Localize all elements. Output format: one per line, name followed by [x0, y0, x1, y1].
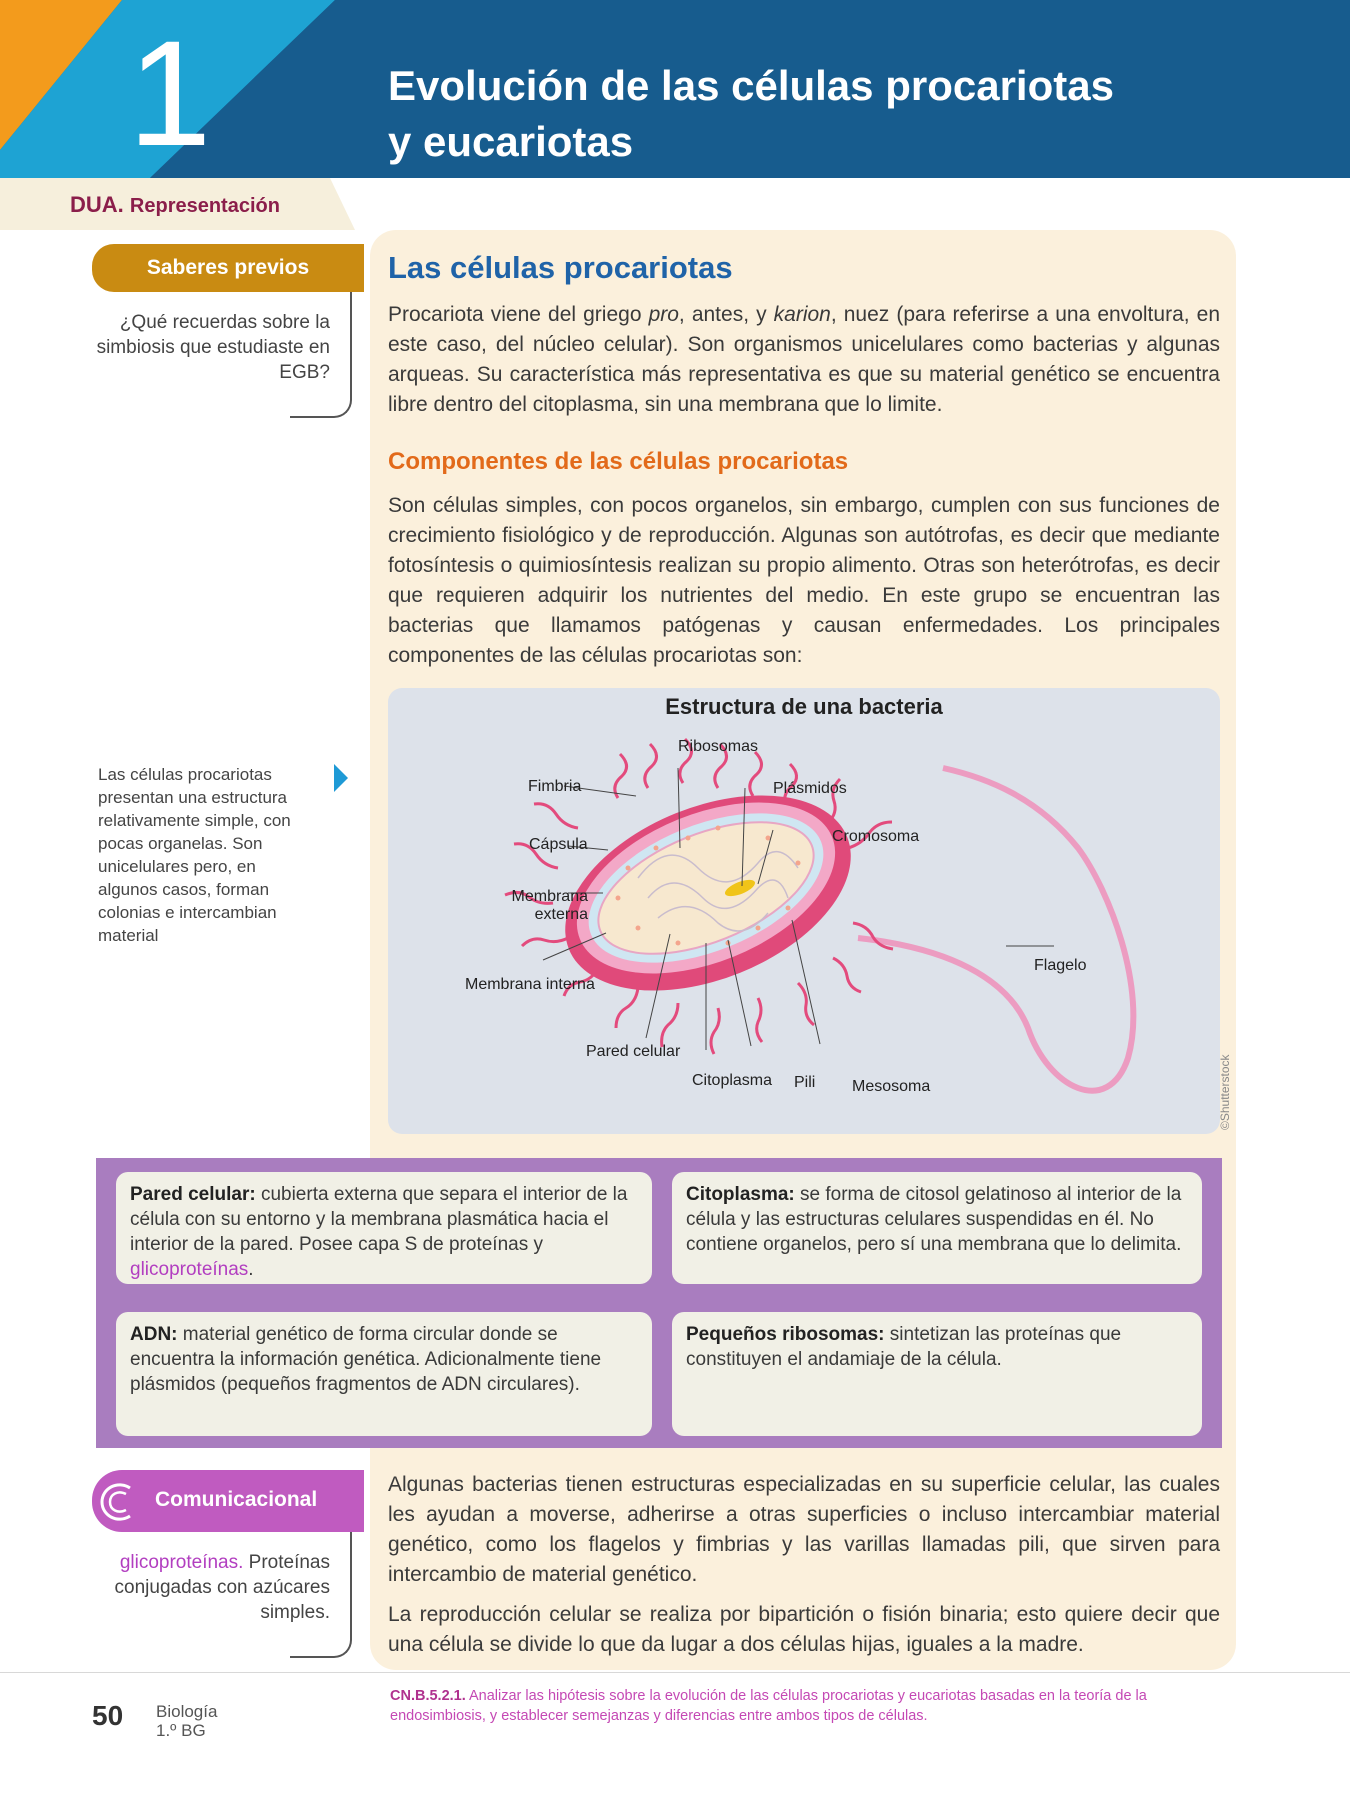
label-membrana-externa-1: Membrana [511, 888, 588, 905]
comunicacional-label: Comunicacional [155, 1488, 318, 1511]
text-pared-celular: cubierta externa que separa el interior de la célula con su entorno y la membrana plasmática hacia el interior de la pared. Posee capa S de proteínas y [130, 1184, 628, 1255]
curriculum-objective [390, 1686, 1230, 1726]
footer-divider [0, 1672, 1350, 1673]
card-ribosomas [672, 1312, 1202, 1436]
intro-paragraph [388, 300, 1220, 420]
card-pared-celular [116, 1172, 652, 1284]
components-paragraph: Son células simples, con pocos organelos, sin embargo, cumplen con sus funciones de crecimiento fisiológico y de reproducción. Algunas son autótrofas, es decir que mediante fotosíntesis o quimiosíntesis realizan su propio alimento. Otras son heterótrofas, es decir que requieren adquirir los nutrientes del medio. En este grupo se encuentran las bacterias que llamamos patógenas y causan enfermedades. Los principales componentes de las células procariotas son: [388, 494, 1220, 667]
glossary-term: glicoproteínas. [119, 1552, 244, 1573]
chapter-number: 1 [128, 9, 212, 177]
card-adn [116, 1312, 652, 1436]
subject-info [156, 1702, 217, 1740]
label-pili: Pili [794, 1074, 816, 1091]
text-ribosomas: sintetizan las proteínas que constituyen el andamiaje de la célula. [686, 1324, 1122, 1370]
label-pared-celular: Pared celular [586, 1043, 681, 1060]
glossary-link-glicoproteinas[interactable]: glicoproteínas [130, 1259, 249, 1280]
label-flagelo: Flagelo [1034, 957, 1087, 974]
saberes-previos-tab: Saberes previos [92, 244, 364, 292]
card-citoplasma [672, 1172, 1202, 1284]
reproduction-paragraph: La reproducción celular se realiza por bipartición o fisión binaria; esto quiere decir que una célula se divide lo que da lugar a dos células hijas, iguales a la madre. [388, 1603, 1220, 1656]
section-title: Las células procariotas [388, 250, 733, 285]
label-ribosomas: Ribosomas [678, 738, 759, 755]
label-citoplasma: Citoplasma [692, 1072, 773, 1089]
intro-text-3: , nuez (para referirse a una envoltura, en este caso, del núcleo celular). Son organismos unicelulares como bacterias y algunas arqueas. Su característica más representativa es que su material genético se encuentra libre dentro del citoplasma, sin una membrana que lo limite. [388, 303, 1220, 416]
components-box [96, 1158, 1222, 1448]
dua-label [70, 192, 280, 218]
label-membrana-externa [506, 888, 588, 924]
label-mesosoma: Mesosoma [852, 1078, 931, 1095]
label-membrana-interna: Membrana interna [465, 976, 595, 993]
subsection-title: Componentes de las células procariotas [388, 448, 849, 475]
side-note: Las células procariotas presentan una estructura relativamente simple, con pocas organelas. Son unicelulares pero, en algunos casos, forman colonias e intercambian material [98, 765, 291, 945]
label-membrana-externa-2: externa [534, 906, 588, 923]
saberes-question: ¿Qué recuerdas sobre la simbiosis que estudiaste en EGB? [96, 312, 330, 383]
structures-paragraph: Algunas bacterias tienen estructuras especializadas en su superficie celular, las cuales les ayudan a moverse, adherirse a otras superficies o incluso intercambiar material genético, como los flagelos y fimbrias y las varillas llamadas pili, que sirven para intercambio de material genético. [388, 1473, 1220, 1586]
grade-level: 1.º BG [156, 1721, 206, 1740]
diagram-title: Estructura de una bacteria [665, 694, 943, 719]
chapter-title [388, 58, 1288, 170]
curriculum-code: CN.B.5.2.1. [390, 1688, 466, 1704]
intro-term-pro: pro [648, 303, 679, 326]
term-ribosomas: Pequeños ribosomas: [686, 1324, 885, 1345]
dua-sublabel: Representación [129, 195, 280, 217]
glossary-text: Proteínas conjugadas con azúcares simples. [114, 1552, 330, 1623]
dua-abbrev: DUA. [70, 192, 124, 217]
label-plasmidos: Plásmidos [773, 780, 847, 797]
label-fimbria: Fimbria [528, 778, 582, 795]
glossary-definition [92, 1550, 330, 1625]
comunicacional-icon [98, 1480, 138, 1524]
flagellum-shape [858, 768, 1133, 1091]
term-adn: ADN: [130, 1324, 178, 1345]
page-number: 50 [92, 1700, 124, 1731]
curriculum-text: Analizar las hipótesis sobre la evolución de las células procariotas y eucariotas basadas en la teoría de la endosimbiosis, y establecer semejanzas y diferencias entre ambos tipos de células. [390, 1688, 1147, 1724]
arrow-right-icon [334, 764, 348, 792]
intro-text-2: , antes, y [678, 303, 774, 326]
chapter-title-line1: Evolución de las células procariotas [388, 62, 1114, 109]
label-capsula: Cápsula [529, 836, 588, 853]
text-citoplasma: se forma de citosol gelatinoso al interior de la célula y las estructuras celulares suspendidas en él. No contiene organelos, pero sí una membrana que lo delimita. [686, 1184, 1182, 1255]
subject-name: Biología [156, 1702, 218, 1721]
image-credit: ©Shutterstock [1218, 1054, 1232, 1130]
intro-text-1: Procariota viene del griego [388, 303, 649, 326]
term-citoplasma: Citoplasma: [686, 1184, 795, 1205]
text-pared-end: . [248, 1259, 254, 1280]
text-adn: material genético de forma circular donde se encuentra la información genética. Adicionalmente tiene plásmidos (pequeños fragmentos de ADN circulares). [130, 1324, 602, 1395]
chapter-title-line2: y eucariotas [388, 118, 634, 165]
label-cromosoma: Cromosoma [832, 828, 920, 845]
intro-term-karion: karion [773, 303, 831, 326]
term-pared-celular: Pared celular: [130, 1184, 256, 1205]
